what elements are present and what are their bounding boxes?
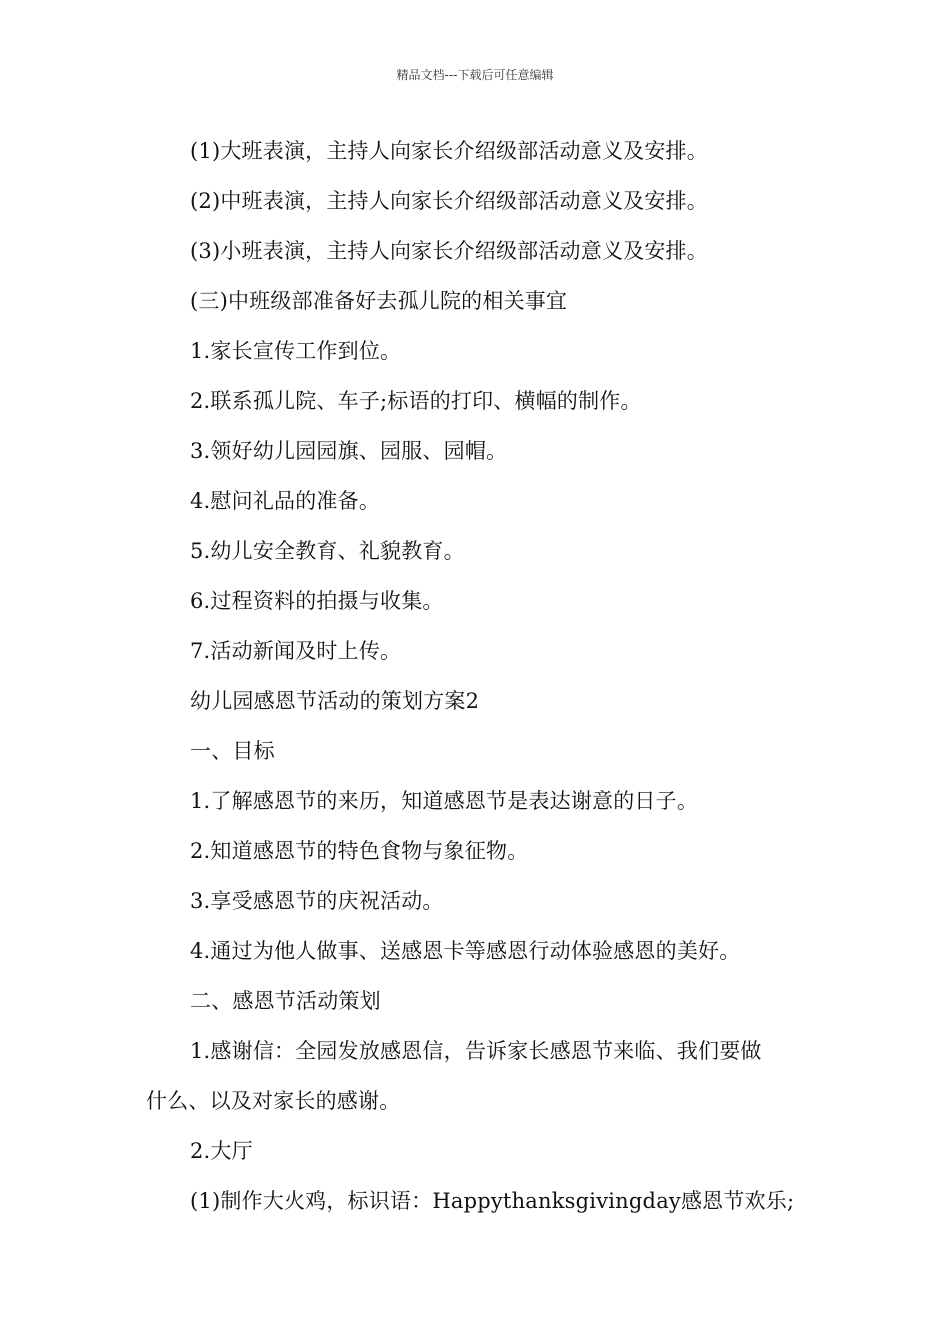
section-heading: 二、感恩节活动策划 [190, 989, 381, 1013]
text-line: 5.幼儿安全教育、礼貌教育。 [190, 539, 465, 563]
text-line: (1)大班表演，主持人向家长介绍级部活动意义及安排。 [190, 139, 708, 163]
text-line: 6.过程资料的拍摄与收集。 [190, 589, 444, 613]
text-line: (3)小班表演，主持人向家长介绍级部活动意义及安排。 [190, 239, 708, 263]
text-line: 4.通过为他人做事、送感恩卡等感恩行动体验感恩的美好。 [190, 939, 741, 963]
text-line: 3.领好幼儿园园旗、园服、园帽。 [190, 439, 508, 463]
text-line: 1.了解感恩节的来历，知道感恩节是表达谢意的日子。 [190, 789, 699, 813]
text-line: 3.享受感恩节的庆祝活动。 [190, 889, 444, 913]
text-line: 2.联系孤儿院、车子;标语的打印、横幅的制作。 [190, 389, 642, 413]
text-line: 1.感谢信：全园发放感恩信，告诉家长感恩节来临、我们要做 [190, 1039, 762, 1063]
document-title: 幼儿园感恩节活动的策划方案2 [190, 689, 480, 713]
text-line: 1.家长宣传工作到位。 [190, 339, 402, 363]
text-line: 7.活动新闻及时上传。 [190, 639, 402, 663]
text-line: (1)制作大火鸡，标识语：Happythanksgivingday感恩节欢乐; [190, 1189, 795, 1213]
section-heading: 一、目标 [190, 739, 275, 763]
text-line: 2.大厅 [190, 1139, 253, 1163]
section-heading: (三)中班级部准备好去孤儿院的相关事宜 [190, 289, 568, 313]
text-line: 2.知道感恩节的特色食物与象征物。 [190, 839, 529, 863]
text-line: (2)中班表演，主持人向家长介绍级部活动意义及安排。 [190, 189, 708, 213]
page-header: 精品文档---下载后可任意编辑 [396, 68, 554, 82]
text-line: 4.慰问礼品的准备。 [190, 489, 381, 513]
text-line: 什么、以及对家长的感谢。 [146, 1089, 401, 1113]
